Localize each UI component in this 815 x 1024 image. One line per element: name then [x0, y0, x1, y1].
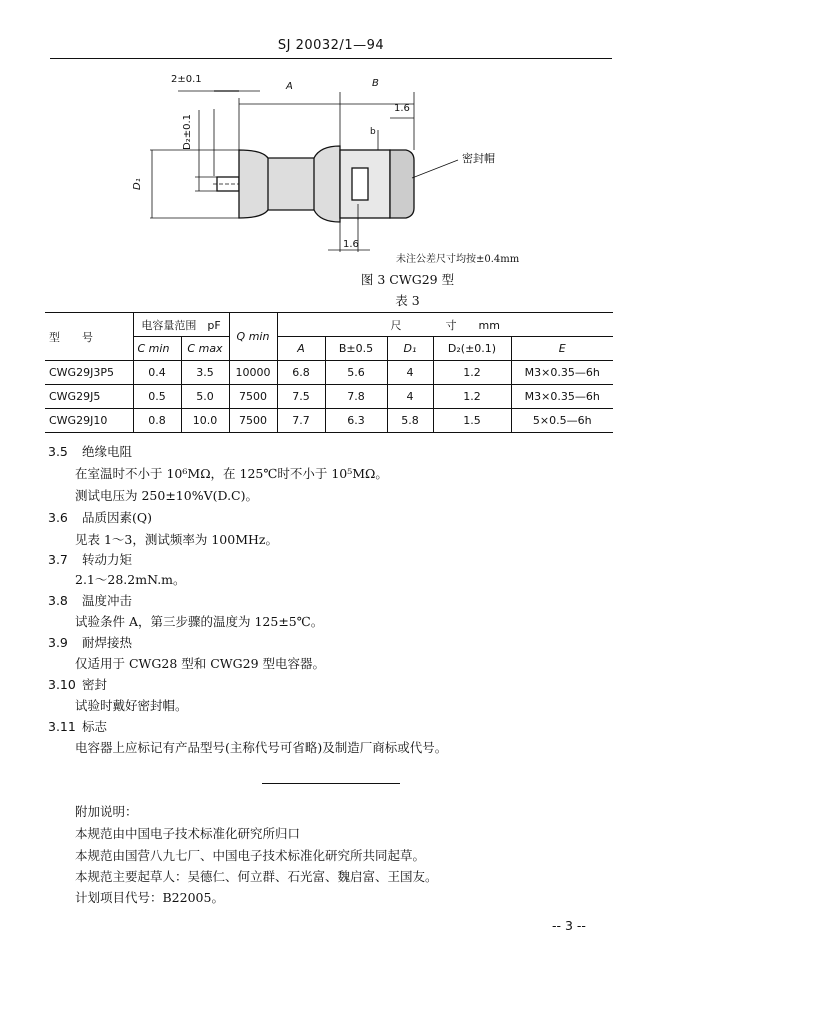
section-3-6-line: 见表 1～3，测试频率为 100MHz。 — [75, 532, 278, 547]
section-3-10-heading: 3.10 密封 — [48, 677, 108, 692]
dim-a-label: A — [286, 81, 293, 92]
section-3-7-line: 2.1～28.2mN.m。 — [75, 572, 186, 587]
dim-d2-label: D₂±0.1 — [182, 114, 193, 150]
cell-d1: 4 — [387, 361, 433, 385]
section-3-11-line: 电容器上应标记有产品型号(主称代号可省略)及制造厂商标或代号。 — [75, 740, 448, 755]
cell-a: 7.7 — [277, 409, 325, 433]
header-q-min: Q min — [229, 313, 277, 361]
cell-cmax: 10.0 — [181, 409, 229, 433]
dim-1-6-top-label: 1.6 — [394, 103, 410, 114]
cell-e: 5×0.5—6h — [511, 409, 613, 433]
figure-caption: 图 3 CWG29 型 — [360, 272, 455, 287]
cell-e: M3×0.35—6h — [511, 361, 613, 385]
cell-b: 5.6 — [325, 361, 387, 385]
cell-cmin: 0.8 — [133, 409, 181, 433]
capacitor-body — [239, 146, 340, 222]
section-3-8-line: 试验条件 A，第三步骤的温度为 125±5℃。 — [75, 614, 324, 629]
cell-b: 7.8 — [325, 385, 387, 409]
cell-cmax: 3.5 — [181, 361, 229, 385]
cell-model: CWG29J10 — [45, 409, 133, 433]
spec-table — [45, 312, 613, 433]
cell-d2: 1.2 — [433, 385, 511, 409]
section-3-10-line: 试验时戴好密封帽。 — [75, 698, 188, 713]
cell-q: 10000 — [229, 361, 277, 385]
cell-e: M3×0.35—6h — [511, 385, 613, 409]
section-3-11-heading: 3.11 标志 — [48, 719, 108, 734]
section-3-5-heading: 3.5 绝缘电阻 — [48, 444, 133, 459]
cell-q: 7500 — [229, 385, 277, 409]
table-row — [45, 409, 613, 433]
dim-b-small-label: b — [370, 127, 376, 137]
dim-b-label: B — [372, 78, 379, 89]
table-caption: 表 3 — [395, 293, 420, 308]
dim-d1-label: D₁ — [132, 178, 143, 190]
header-d1: D₁ — [387, 337, 433, 361]
section-3-5-line: 测试电压为 250±10%V(D.C)。 — [75, 488, 258, 503]
table-row — [45, 385, 613, 409]
notes-line: 本规范由中国电子技术标准化研究所归口 — [75, 826, 301, 841]
header-dimensions: 尺 寸 mm — [277, 313, 613, 337]
notes-line: 本规范主要起草人：吴德仁、何立群、石光富、魏启富、王国友。 — [75, 869, 438, 884]
dim-2-label: 2±0.1 — [171, 74, 202, 85]
cell-cmin: 0.5 — [133, 385, 181, 409]
notes-separator — [262, 783, 400, 784]
cell-cmin: 0.4 — [133, 361, 181, 385]
cell-d1: 4 — [387, 385, 433, 409]
header-capacitance-range: 电容量范围 pF — [133, 313, 229, 337]
section-3-9-heading: 3.9 耐焊接热 — [48, 635, 133, 650]
cell-d1: 5.8 — [387, 409, 433, 433]
header-c-max: C max — [181, 337, 229, 361]
header-rule — [50, 58, 612, 59]
section-3-6-heading: 3.6 品质因素(Q) — [48, 510, 153, 525]
header-a: A — [277, 337, 325, 361]
section-3-5-line: 在室温时不小于 10⁶MΩ，在 125℃时不小于 10⁵MΩ。 — [75, 466, 388, 481]
cell-q: 7500 — [229, 409, 277, 433]
cell-model: CWG29J3P5 — [45, 361, 133, 385]
header-e: E — [511, 337, 613, 361]
notes-line: 本规范由国营八九七厂、中国电子技术标准化研究所共同起草。 — [75, 848, 426, 863]
section-3-9-line: 仅适用于 CWG28 型和 CWG29 型电容器。 — [75, 656, 326, 671]
sealing-cap-label: 密封帽 — [462, 152, 495, 165]
cell-a: 6.8 — [277, 361, 325, 385]
capacitor-drawing — [0, 60, 815, 280]
cell-a: 7.5 — [277, 385, 325, 409]
notes-line: 计划项目代号：B22005。 — [75, 890, 224, 905]
header-c-min: C min — [133, 337, 181, 361]
cell-model: CWG29J5 — [45, 385, 133, 409]
header-model: 型 号 — [45, 313, 133, 361]
header-d2: D₂(±0.1) — [433, 337, 511, 361]
cell-cmax: 5.0 — [181, 385, 229, 409]
dim-1-6-bottom-label: 1.6 — [343, 239, 359, 250]
page-number: -- 3 -- — [552, 918, 586, 933]
sealing-cap — [390, 150, 414, 218]
table-row — [45, 361, 613, 385]
standard-number-header: SJ 20032/1—94 — [277, 38, 385, 53]
tolerance-note: 未注公差尺寸均按±0.4mm — [396, 254, 520, 265]
section-3-7-heading: 3.7 转动力矩 — [48, 552, 133, 567]
notes-title: 附加说明： — [75, 804, 138, 819]
header-b: B±0.5 — [325, 337, 387, 361]
section-3-8-heading: 3.8 温度冲击 — [48, 593, 133, 608]
cell-b: 6.3 — [325, 409, 387, 433]
cell-d2: 1.5 — [433, 409, 511, 433]
cell-d2: 1.2 — [433, 361, 511, 385]
